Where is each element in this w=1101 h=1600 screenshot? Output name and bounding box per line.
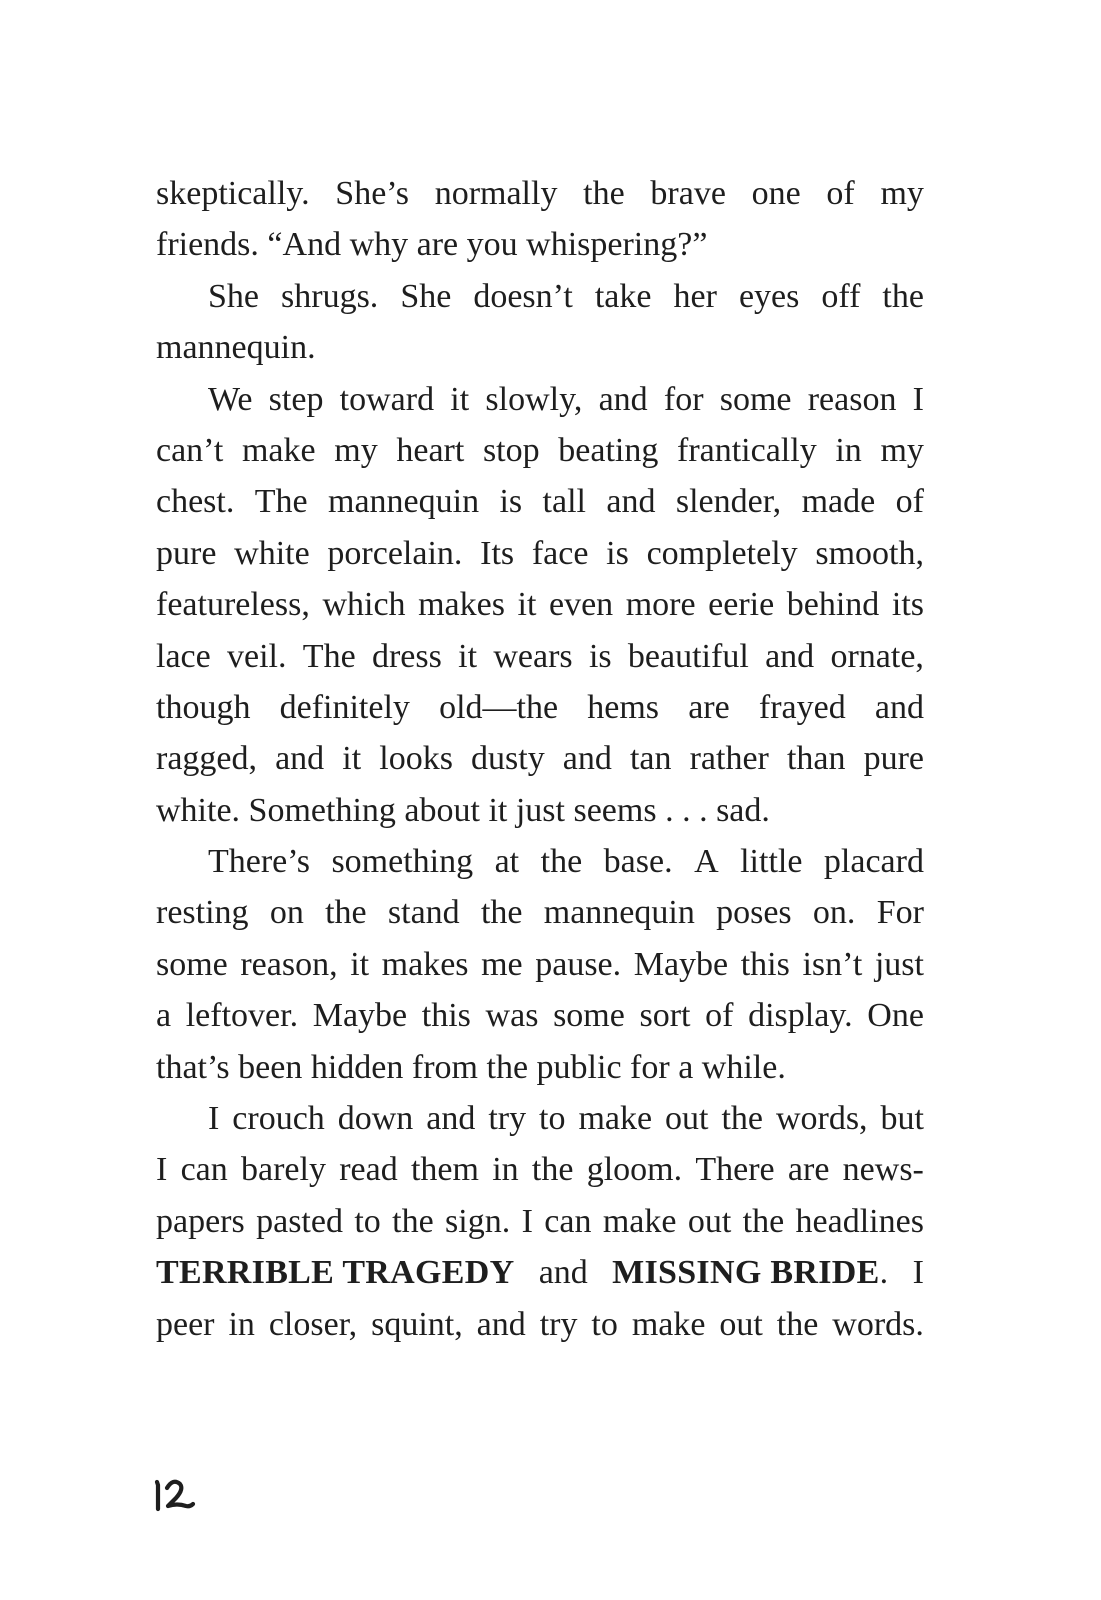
word: though [156,688,251,726]
word: One [867,997,924,1035]
word: than [786,740,846,778]
word: some [553,997,625,1035]
word: sign. [445,1202,511,1240]
word: out [665,1100,709,1138]
text-line [156,579,924,630]
word: down [337,1100,414,1138]
word: just [874,945,924,983]
word: pure [156,534,217,572]
word: the [882,277,924,315]
word: the [392,1202,434,1240]
word: the [583,175,625,212]
word: poses [716,894,792,932]
word: is [499,483,523,521]
word: chest. [156,483,235,521]
word: more [625,586,696,624]
word: lace [156,637,211,675]
word: hidden [310,1048,404,1086]
word: peer [156,1305,215,1343]
word: “And [267,226,342,264]
text-line [156,1196,924,1247]
word: wears [493,637,573,675]
word: in [228,1305,255,1343]
word: crouch [232,1100,325,1138]
text-line [156,1247,924,1298]
word: reason [807,380,897,418]
word: sad. [716,791,770,829]
word: beautiful [627,637,749,675]
word: base. [603,843,673,881]
word: the [325,894,367,932]
word: I [912,380,924,418]
word: barely [241,1151,326,1189]
word: while. [701,1048,786,1086]
word: one [751,175,801,212]
word: and [765,637,815,675]
word: make [241,431,316,469]
word: doesn’t [473,277,573,315]
word: something [331,843,474,881]
word: and [598,380,648,418]
word: to [591,1305,618,1343]
text-line [156,271,924,322]
body-text [156,168,924,1350]
word: made [801,483,876,521]
word: and [538,1254,588,1292]
text-line [156,425,924,476]
word: headlines [795,1202,924,1240]
word: featureless, [156,586,310,624]
word: stop [482,431,540,469]
word: and [562,740,612,778]
word: sort [639,997,691,1035]
word: this [740,945,790,983]
word: this [421,997,471,1035]
word: dress [371,637,442,675]
word: at [494,843,520,881]
word: I [156,1151,168,1189]
page-number-value [152,1474,200,1514]
word: eerie [708,586,775,624]
word: that’s [156,1048,230,1086]
word: but [880,1100,924,1138]
text-line [156,374,924,425]
word: makes [418,586,505,624]
word: words, [775,1100,868,1138]
word: tan [629,740,672,778]
word: of [895,483,924,521]
word: resting [156,894,249,932]
word: She [400,277,452,315]
word: Maybe [312,997,408,1035]
word: We [208,380,253,418]
word: can [180,1151,228,1189]
word: which [322,586,406,624]
word: gloom. [586,1151,683,1189]
word: the [540,843,583,881]
word: frayed [758,688,846,726]
word: and [275,740,325,778]
word: words. [832,1305,924,1343]
text-line [156,785,924,836]
word: pause. [535,945,622,983]
word: it [350,945,370,983]
word: For [876,894,924,932]
word: you [466,226,518,264]
word: squint, [371,1305,463,1343]
word: shrugs. [281,277,379,315]
word: my [334,431,378,469]
word: white [234,534,310,572]
word: to [539,1100,566,1138]
word: the [531,1151,574,1189]
word: definitely [279,688,410,726]
word: leftover. [185,997,299,1035]
word: and [476,1305,526,1343]
word: isn’t [802,945,863,983]
word: heart [396,431,465,469]
word: me [481,945,523,983]
word: on [269,894,304,932]
word: make [602,1202,677,1240]
word: to [354,1202,381,1240]
word: white. [156,791,241,829]
word: mannequin [328,483,480,521]
word: step [268,380,324,418]
word: can’t [156,431,224,469]
word: The [302,637,356,675]
word: a [156,997,172,1035]
word: porcelain. [327,534,463,572]
word: completely [646,534,798,572]
word: I [912,1254,924,1292]
word: even [548,586,614,624]
word: friends. [156,226,259,264]
word: and [606,483,656,521]
word: its [891,586,924,624]
word: off [821,277,861,315]
word: it [458,637,478,675]
word: take [594,277,652,315]
word: it [488,791,508,829]
word: beating [558,431,659,469]
word: can [544,1202,592,1240]
word: makes [381,945,469,983]
word: behind [786,586,880,624]
word: and [426,1100,476,1138]
text-line [156,682,924,733]
word: closer, [268,1305,358,1343]
word: why [349,226,409,264]
word: slender, [675,483,782,521]
word: it [342,740,362,778]
word: . . . [665,791,708,829]
word: slowly, [485,380,583,418]
word: whispering?” [526,226,708,264]
word: She [208,277,259,315]
text-line [156,1299,924,1350]
word: my [880,175,924,212]
word: placard [823,843,924,881]
word: just [515,791,565,829]
text-line [156,219,924,270]
word: is [606,534,629,572]
headline-word: MISSING BRIDE. [612,1254,889,1292]
word: the [486,1048,529,1086]
word: out [687,1202,732,1240]
word: some [156,945,228,983]
word: There’s [208,843,310,881]
word: tall [542,483,586,521]
word: rather [689,740,769,778]
word: the [776,1305,819,1343]
text-line [156,990,924,1041]
word: skeptically. [156,175,310,212]
word: normally [434,175,558,212]
word: veil. [227,637,287,675]
word: ornate, [830,637,924,675]
word: for [630,1048,670,1086]
text-line [156,1093,924,1144]
word: make [631,1305,706,1343]
word: the [721,1100,763,1138]
word: I [521,1202,533,1240]
word: She’s [335,175,409,212]
word: the [742,1202,785,1240]
text-line [156,528,924,579]
word: seems [573,791,657,829]
word: try [488,1100,527,1138]
word: I [208,1100,220,1138]
page-number [152,1474,200,1514]
word: A [694,843,719,881]
word: make [578,1100,653,1138]
word: read [339,1151,398,1189]
text-line [156,631,924,682]
text-line [156,476,924,527]
word: news- [842,1151,924,1189]
word: hems [587,688,660,726]
word: Something [248,791,396,829]
text-line [156,322,924,373]
word: of [705,997,734,1035]
text-line [156,939,924,990]
word: in [492,1151,519,1189]
word: them [410,1151,479,1189]
word: brave [650,175,726,212]
word: are [787,1151,830,1189]
word: for [663,380,704,418]
word: looks [379,740,453,778]
word: and [874,688,924,726]
word: it [450,380,470,418]
word: toward [339,380,435,418]
headline-word: TERRIBLE TRAGEDY [156,1254,515,1292]
word: reason, [240,945,338,983]
word: on. [812,894,856,932]
page-number-glyphs [152,1474,200,1514]
word: the [480,894,523,932]
word: about [404,791,480,829]
word: from [411,1048,478,1086]
word: some [719,380,792,418]
word: Its [480,534,515,572]
word: papers [156,1202,245,1240]
word: in [835,431,862,469]
word: old—the [439,688,559,726]
word: Maybe [633,945,729,983]
text-line [156,887,924,938]
word: pure [863,740,924,778]
word: my [880,431,924,469]
word: is [588,637,612,675]
word: was [485,997,539,1035]
word: mannequin. [156,329,316,367]
word: try [539,1305,578,1343]
word: been [238,1048,303,1086]
text-line [156,733,924,784]
word: mannequin [543,894,695,932]
word: frantically [677,431,817,469]
word: eyes [738,277,800,315]
word: out [719,1305,763,1343]
text-line [156,836,924,887]
word: smooth, [815,534,924,572]
word: are [416,226,459,264]
word: pasted [256,1202,343,1240]
word: ragged, [156,740,258,778]
word: a [678,1048,694,1086]
word: stand [387,894,460,932]
word: little [740,843,803,881]
word: it [517,586,537,624]
text-line [156,1144,924,1195]
word: her [673,277,717,315]
word: are [688,688,730,726]
word: There [695,1151,775,1189]
word: The [254,483,308,521]
word: face [531,534,589,572]
word: of [826,175,855,212]
word: dusty [471,740,545,778]
word: display. [748,997,853,1035]
text-line [156,1042,924,1093]
text-line [156,168,924,219]
word: public [536,1048,622,1086]
